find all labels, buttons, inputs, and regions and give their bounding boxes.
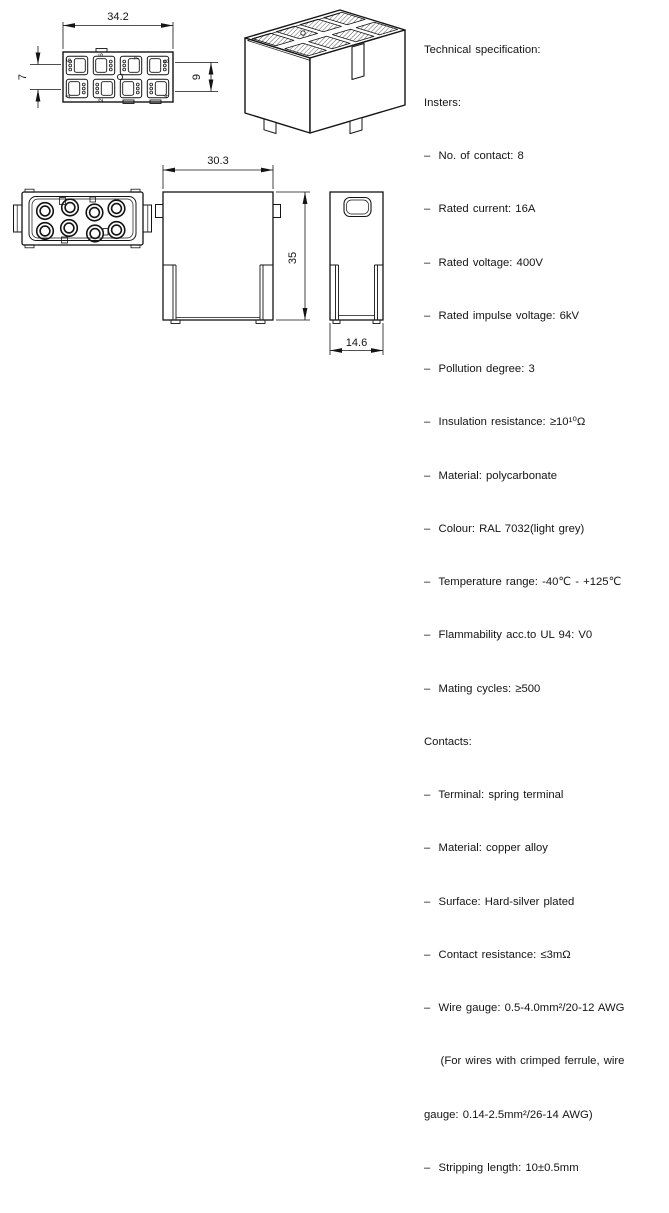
dimension-label-9: 9 xyxy=(191,73,203,81)
side-elevation-view xyxy=(330,192,383,355)
spec-line: gauge: 0.14-2.5mm²/26-14 AWG) xyxy=(424,1108,593,1121)
dimension-front-height xyxy=(276,192,310,320)
spec-line: – Stripping length: 10±0.5mm xyxy=(424,1161,579,1174)
spec-line: – Colour: RAL 7032(light grey) xyxy=(424,522,585,535)
spec-line: – Rated voltage: 400V xyxy=(424,256,543,269)
spec-section-inserts: Insters: xyxy=(424,96,462,109)
contact-number: 1 xyxy=(65,94,72,98)
spec-title: Technical specification: xyxy=(424,43,541,56)
spec-line: – Surface: Hard-silver plated xyxy=(424,895,575,908)
top-view xyxy=(17,11,218,108)
spec-line: – Wire gauge: 0.5-4.0mm²/20-12 AWG xyxy=(424,1002,625,1014)
spec-line: – Contact resistance: ≤3mΩ xyxy=(424,948,571,961)
spec-line: – Rated current: 16A xyxy=(424,203,536,216)
dimension-front-width xyxy=(163,155,273,189)
spec-line: – Terminal: spring terminal xyxy=(424,789,564,801)
spec-line: – Flammability acc.to UL 94: V0 xyxy=(424,629,593,642)
iso-latch xyxy=(352,44,364,80)
contact-number: 7 xyxy=(134,56,141,60)
spec-line: – Rated impulse voltage: 6kV xyxy=(424,309,580,322)
spec-line: (For wires with crimped ferrule, wire xyxy=(424,1055,625,1068)
spec-line: – No. of contact: 8 xyxy=(424,150,524,162)
dimension-label-34-2: 34.2 xyxy=(107,11,129,23)
contact-number: 2 xyxy=(98,98,105,102)
dimension-label-35: 35 xyxy=(287,251,299,265)
spec-line: – Insulation resistance: ≥10¹⁰Ω xyxy=(424,416,586,429)
front-elevation-view xyxy=(156,155,311,324)
contact-number: 5 xyxy=(66,58,73,62)
spec-line: – Pollution degree: 3 xyxy=(424,363,535,375)
dimension-top-width xyxy=(63,11,173,49)
spec-line: – Material: polycarbonate xyxy=(424,469,557,482)
contact-number: 4 xyxy=(163,94,170,98)
drawing-area xyxy=(0,0,424,408)
mating-face-view xyxy=(14,189,152,248)
dimension-label-7: 7 xyxy=(17,73,29,81)
dimension-side-depth xyxy=(330,323,383,355)
dimension-label-30-3: 30.3 xyxy=(207,155,229,167)
connector-technical-drawing xyxy=(0,0,424,408)
spec-line: – Mating cycles: ≥500 xyxy=(424,682,541,695)
dimension-row-pitch xyxy=(17,46,61,108)
contact-number: 6 xyxy=(98,53,105,57)
dimension-label-14-6: 14.6 xyxy=(345,337,368,349)
spec-section-contacts: Contacts: xyxy=(424,735,472,748)
spec-panel xyxy=(424,6,668,1213)
spec-line: – Temperature range: -40℃ - +125℃ xyxy=(424,576,622,588)
contact-number: 8 xyxy=(163,59,171,63)
dimension-contact-pitch xyxy=(175,63,218,92)
spec-line: – Material: copper alloy xyxy=(424,842,548,855)
isometric-view xyxy=(245,10,405,134)
